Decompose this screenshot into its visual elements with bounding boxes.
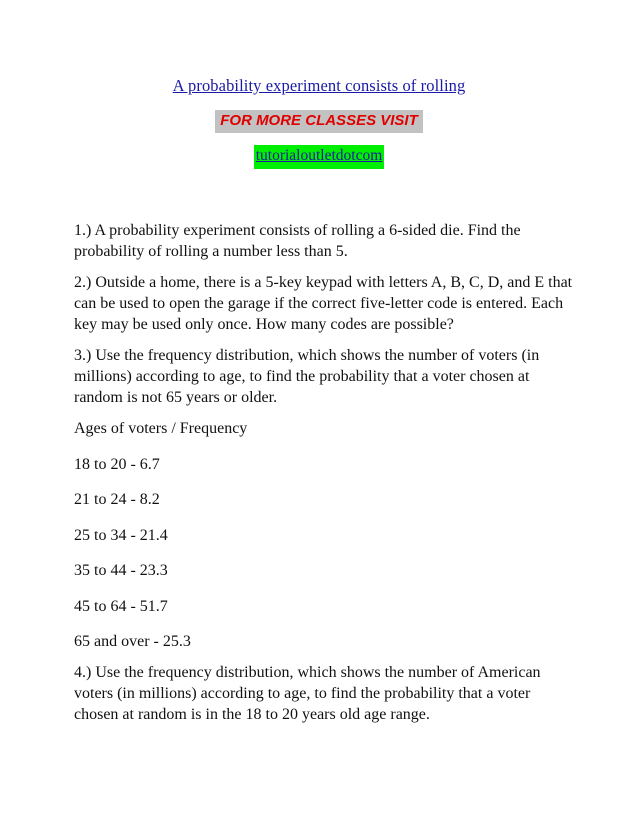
- site-link[interactable]: tutorialoutletdotcom: [254, 145, 385, 169]
- frequency-row: 65 and over - 25.3: [74, 633, 191, 650]
- frequency-row: 18 to 20 - 6.7: [74, 455, 160, 473]
- promo-banner: FOR MORE CLASSES VISIT: [215, 110, 423, 133]
- title-link-text[interactable]: A probability experiment consists of rolling: [172, 76, 466, 95]
- question-1: 1.) A probability experiment consists of rolling a 6-sided die. Find the probability of rolling a number less than 5.: [74, 222, 521, 260]
- document-body: [74, 220, 574, 735]
- title-link: [0, 76, 638, 96]
- frequency-row: 35 to 44 - 23.3: [74, 562, 168, 579]
- frequency-row: 25 to 34 - 21.4: [74, 526, 168, 544]
- question-2: 2.) Outside a home, there is a 5-key keypad with letters A, B, C, D, and E that can be used to open the garage if the correct five-letter code is entered. Each key may be used only once. How many codes are possible?: [74, 274, 573, 333]
- question-3: 3.) Use the frequency distribution, which shows the number of voters (in millions) according to age, to find the probability that a voter chosen at random is not 65 years or older.: [74, 347, 540, 406]
- frequency-table-header: Ages of voters / Frequency: [74, 420, 248, 437]
- banner-row: [0, 110, 638, 133]
- frequency-row: 45 to 64 - 51.7: [74, 597, 168, 615]
- site-row: [0, 145, 638, 169]
- frequency-row: 21 to 24 - 8.2: [74, 491, 160, 508]
- question-4: 4.) Use the frequency distribution, which shows the number of American voters (in millions) according to age, to find the probability that a voter chosen at random is in the 18 to 20 years old age range.: [74, 664, 541, 723]
